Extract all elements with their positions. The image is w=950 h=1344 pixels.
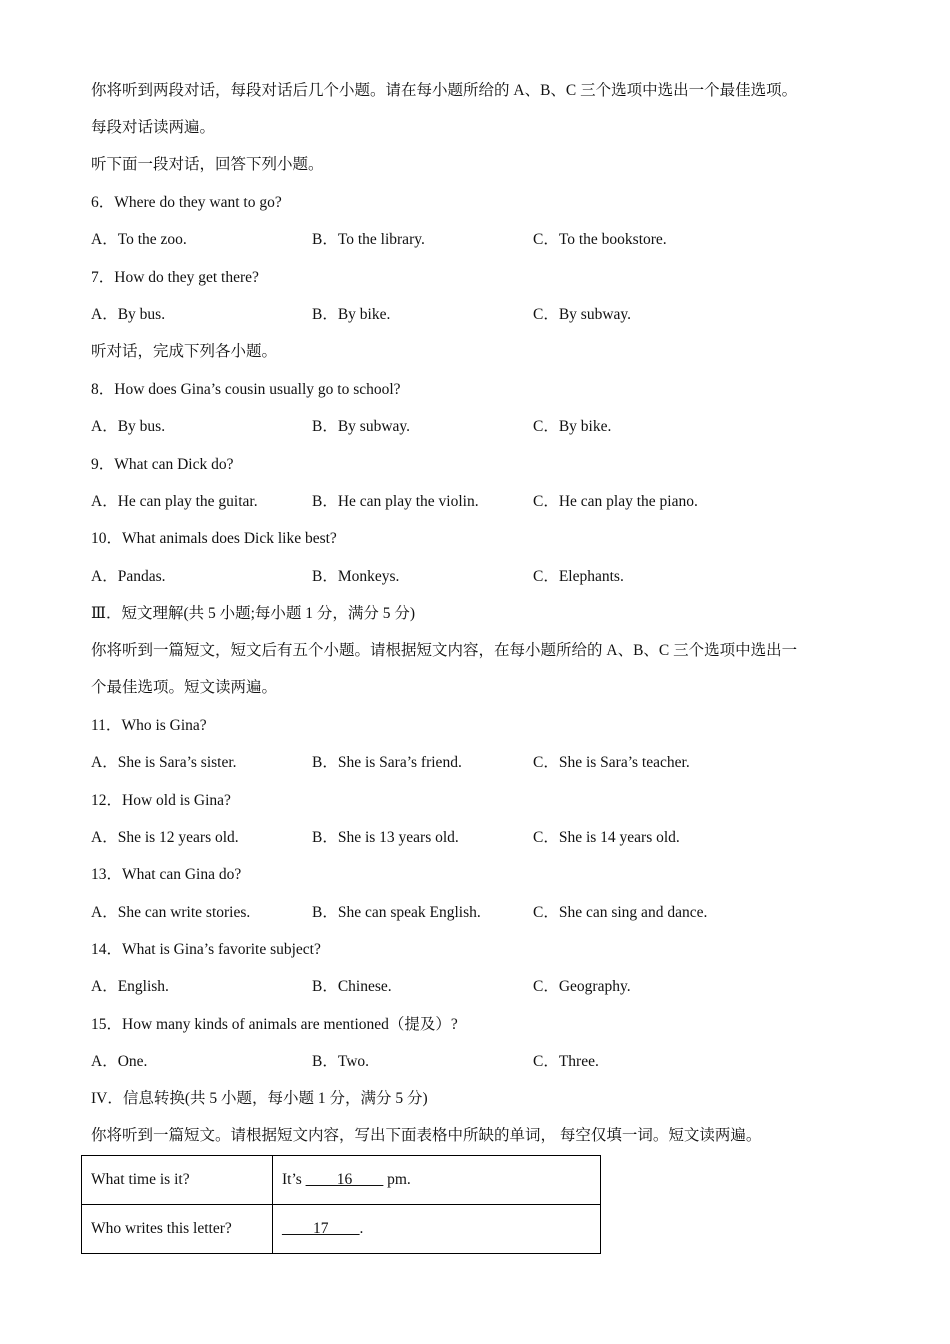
question-text: How does Gina’s cousin usually go to school? bbox=[114, 381, 401, 398]
question-number: 11． bbox=[91, 717, 122, 734]
question-text: What is Gina’s favorite subject? bbox=[122, 941, 321, 958]
question-number: 14． bbox=[91, 941, 123, 958]
question-text: What can Dick do? bbox=[114, 456, 234, 473]
table-answer-cell bbox=[273, 1205, 601, 1254]
option-b: B．By subway. bbox=[312, 418, 411, 435]
answer-blank-17[interactable]: ____17____ bbox=[282, 1220, 360, 1237]
section-3-instruction-2: 个最佳选项。短文读两遍。 bbox=[91, 679, 278, 696]
intro-line-2: 每段对话读两遍。 bbox=[91, 119, 216, 136]
answer-blank-16[interactable]: ____16____ bbox=[305, 1171, 384, 1188]
option-b: B．Chinese. bbox=[312, 978, 392, 995]
answer-suffix: pm. bbox=[383, 1171, 411, 1188]
section-3-instruction-1: 你将听到一篇短文，短文后有五个小题。请根据短文内容，在每小题所给的 A、B、C 三个选项中选出一 bbox=[91, 642, 798, 659]
question-8 bbox=[91, 380, 401, 400]
question-13 bbox=[91, 865, 241, 885]
option-b: B．She is 13 years old. bbox=[312, 829, 459, 846]
table-question-cell: What time is it? bbox=[82, 1156, 273, 1205]
option-a: A．She is 12 years old. bbox=[91, 829, 239, 846]
info-table bbox=[81, 1155, 601, 1254]
intro-line-3: 听下面一段对话，回答下列小题。 bbox=[91, 156, 324, 173]
question-number: 13． bbox=[91, 866, 123, 883]
table-row bbox=[82, 1156, 601, 1205]
option-b: B．She can speak English. bbox=[312, 904, 481, 921]
option-a: A．She can write stories. bbox=[91, 904, 251, 921]
question-text: How old is Gina? bbox=[122, 792, 231, 809]
question-12 bbox=[91, 791, 231, 811]
answer-suffix: . bbox=[359, 1220, 364, 1237]
option-c: C．She can sing and dance. bbox=[533, 904, 708, 921]
question-number: 9． bbox=[91, 456, 115, 473]
question-number: 10． bbox=[91, 530, 123, 547]
option-a: A．Pandas. bbox=[91, 568, 166, 585]
option-b: B．He can play the violin. bbox=[312, 493, 479, 510]
option-b: B．By bike. bbox=[312, 306, 391, 323]
question-11 bbox=[91, 716, 207, 736]
option-c: C．She is 14 years old. bbox=[533, 829, 680, 846]
option-c: C．By subway. bbox=[533, 306, 632, 323]
answer-prefix: It’s bbox=[282, 1171, 306, 1188]
option-a: A．One. bbox=[91, 1053, 148, 1070]
option-c: C．Elephants. bbox=[533, 568, 624, 585]
question-number: 12． bbox=[91, 792, 123, 809]
table-answer-cell bbox=[273, 1156, 601, 1205]
table-question-cell: Who writes this letter? bbox=[82, 1205, 273, 1254]
question-number: 8． bbox=[91, 381, 115, 398]
question-9 bbox=[91, 455, 233, 475]
question-text: How do they get there? bbox=[114, 269, 259, 286]
question-text: Who is Gina? bbox=[121, 717, 207, 734]
question-6 bbox=[91, 193, 282, 213]
option-a: A．By bus. bbox=[91, 418, 166, 435]
question-10 bbox=[91, 529, 337, 549]
option-b: B．She is Sara’s friend. bbox=[312, 754, 462, 771]
option-c: C．He can play the piano. bbox=[533, 493, 698, 510]
table-row bbox=[82, 1205, 601, 1254]
question-text: What can Gina do? bbox=[122, 866, 242, 883]
option-a: A．By bus. bbox=[91, 306, 166, 323]
option-a: A．He can play the guitar. bbox=[91, 493, 258, 510]
section-4-heading: IV．信息转换(共 5 小题，每小题 1 分，满分 5 分) bbox=[91, 1090, 428, 1107]
question-text: Where do they want to go? bbox=[114, 194, 282, 211]
question-number: 7． bbox=[91, 269, 115, 286]
dialogue-2-intro: 听对话，完成下列各小题。 bbox=[91, 343, 278, 360]
option-b: B．Two. bbox=[312, 1053, 370, 1070]
question-text: What animals does Dick like best? bbox=[122, 530, 337, 547]
option-b: B．To the library. bbox=[312, 231, 425, 248]
option-c: C．By bike. bbox=[533, 418, 612, 435]
intro-line-1: 你将听到两段对话，每段对话后几个小题。请在每小题所给的 A、B、C 三个选项中选出一个最佳选项。 bbox=[91, 82, 798, 99]
option-a: A．To the zoo. bbox=[91, 231, 187, 248]
question-14 bbox=[91, 940, 321, 960]
option-a: A．She is Sara’s sister. bbox=[91, 754, 237, 771]
option-a: A．English. bbox=[91, 978, 169, 995]
option-c: C．She is Sara’s teacher. bbox=[533, 754, 690, 771]
question-text: How many kinds of animals are mentioned（提及）? bbox=[122, 1016, 458, 1033]
option-b: B．Monkeys. bbox=[312, 568, 400, 585]
section-4-instruction: 你将听到一篇短文。请根据短文内容，写出下面表格中所缺的单词， 每空仅填一词。短文读两遍。 bbox=[91, 1127, 762, 1144]
question-7 bbox=[91, 268, 259, 288]
question-15 bbox=[91, 1015, 458, 1035]
option-c: C．Three. bbox=[533, 1053, 599, 1070]
option-c: C．Geography. bbox=[533, 978, 631, 995]
question-number: 6． bbox=[91, 194, 115, 211]
option-c: C．To the bookstore. bbox=[533, 231, 667, 248]
section-3-heading: Ⅲ．短文理解(共 5 小题;每小题 1 分，满分 5 分) bbox=[91, 605, 416, 622]
question-number: 15． bbox=[91, 1016, 123, 1033]
